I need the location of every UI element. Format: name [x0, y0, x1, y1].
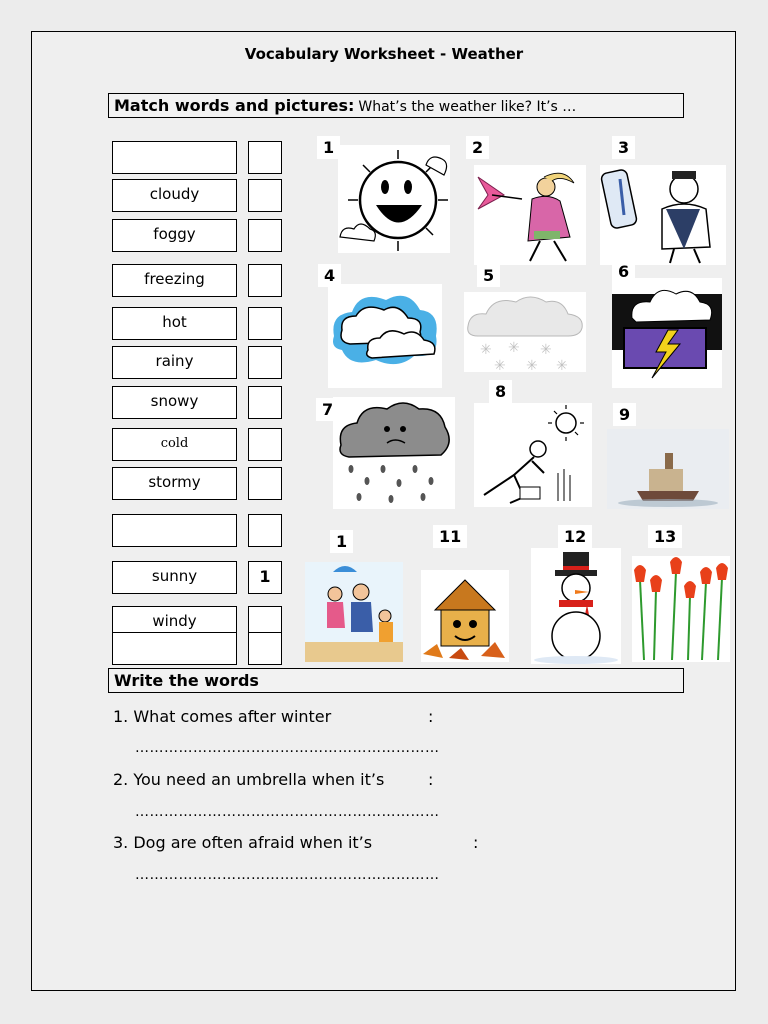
- svg-text:✳: ✳: [540, 342, 552, 358]
- answer-box-7[interactable]: [248, 386, 282, 419]
- question-3-colon: :: [473, 833, 479, 852]
- answer-box-13[interactable]: [248, 632, 282, 665]
- answer-line-2[interactable]: ………………………………………………………: [135, 804, 440, 820]
- word-box-7[interactable]: snowy: [112, 386, 237, 419]
- svg-text:✳: ✳: [526, 358, 538, 372]
- picture-number-9: 9: [613, 403, 636, 426]
- match-banner: [108, 93, 684, 118]
- cloudy-picture: [328, 284, 442, 388]
- match-heading: Match words and pictures:: [114, 96, 355, 115]
- sun-picture: [338, 145, 450, 253]
- picture-number-13: 13: [648, 525, 682, 548]
- question-2: 2. You need an umbrella when it’s: [113, 770, 385, 789]
- picture-number-10: 1: [330, 530, 353, 553]
- svg-text:✳: ✳: [556, 358, 568, 372]
- answer-box-3[interactable]: [248, 219, 282, 252]
- word-box-11[interactable]: sunny: [112, 561, 237, 594]
- answer-box-11[interactable]: 1: [248, 561, 282, 594]
- svg-text:✳: ✳: [494, 358, 506, 372]
- word-box-8[interactable]: cold: [112, 428, 237, 461]
- word-box-12[interactable]: windy: [112, 606, 237, 639]
- word-box-5[interactable]: hot: [112, 307, 237, 340]
- question-1: 1. What comes after winter: [113, 707, 332, 726]
- summer-beach-picture: [305, 562, 403, 662]
- word-box-3[interactable]: foggy: [112, 219, 237, 252]
- word-box-6[interactable]: rainy: [112, 346, 237, 379]
- write-banner: [108, 668, 684, 693]
- answer-box-5[interactable]: [248, 307, 282, 340]
- page-title: Vocabulary Worksheet - Weather: [244, 45, 524, 63]
- answer-box-6[interactable]: [248, 346, 282, 379]
- picture-number-6: 6: [612, 260, 635, 283]
- foggy-picture: [607, 429, 729, 509]
- picture-number-2: 2: [466, 136, 489, 159]
- picture-number-1: 1: [317, 136, 340, 159]
- word-box-2[interactable]: cloudy: [112, 179, 237, 212]
- svg-text:✳: ✳: [480, 342, 492, 358]
- stormy-picture: [612, 278, 722, 388]
- write-heading: Write the words: [114, 671, 259, 690]
- word-box-13[interactable]: [112, 632, 237, 665]
- answer-box-8[interactable]: [248, 428, 282, 461]
- match-prompt: What’s the weather like? It’s …: [358, 99, 577, 115]
- picture-number-8: 8: [489, 380, 512, 403]
- svg-text:✳: ✳: [508, 340, 520, 356]
- picture-number-5: 5: [477, 264, 500, 287]
- answer-box-10[interactable]: [248, 514, 282, 547]
- word-box-10[interactable]: [112, 514, 237, 547]
- picture-number-3: 3: [612, 136, 635, 159]
- word-box-1[interactable]: [112, 141, 237, 174]
- answer-line-1[interactable]: ………………………………………………………: [135, 740, 440, 756]
- windy-picture: [474, 165, 586, 265]
- tulips-picture: [632, 556, 730, 662]
- freezing-picture: [600, 165, 726, 265]
- autumn-house-picture: [421, 570, 509, 662]
- rainy-picture: [333, 397, 455, 509]
- picture-number-7: 7: [316, 398, 339, 421]
- answer-box-1[interactable]: [248, 141, 282, 174]
- answer-box-4[interactable]: [248, 264, 282, 297]
- picture-number-4: 4: [318, 264, 341, 287]
- picture-number-11: 11: [433, 525, 467, 548]
- question-2-colon: :: [428, 770, 434, 789]
- snowman-picture: [531, 548, 621, 664]
- picture-number-12: 12: [558, 525, 592, 548]
- answer-line-3[interactable]: ………………………………………………………: [135, 867, 440, 883]
- hot-picture: [474, 403, 592, 507]
- question-3: 3. Dog are often afraid when it’s: [113, 833, 373, 852]
- snowy-picture: [464, 292, 586, 372]
- answer-box-2[interactable]: [248, 179, 282, 212]
- answer-box-9[interactable]: [248, 467, 282, 500]
- word-box-4[interactable]: freezing: [112, 264, 237, 297]
- question-1-colon: :: [428, 707, 434, 726]
- word-box-9[interactable]: stormy: [112, 467, 237, 500]
